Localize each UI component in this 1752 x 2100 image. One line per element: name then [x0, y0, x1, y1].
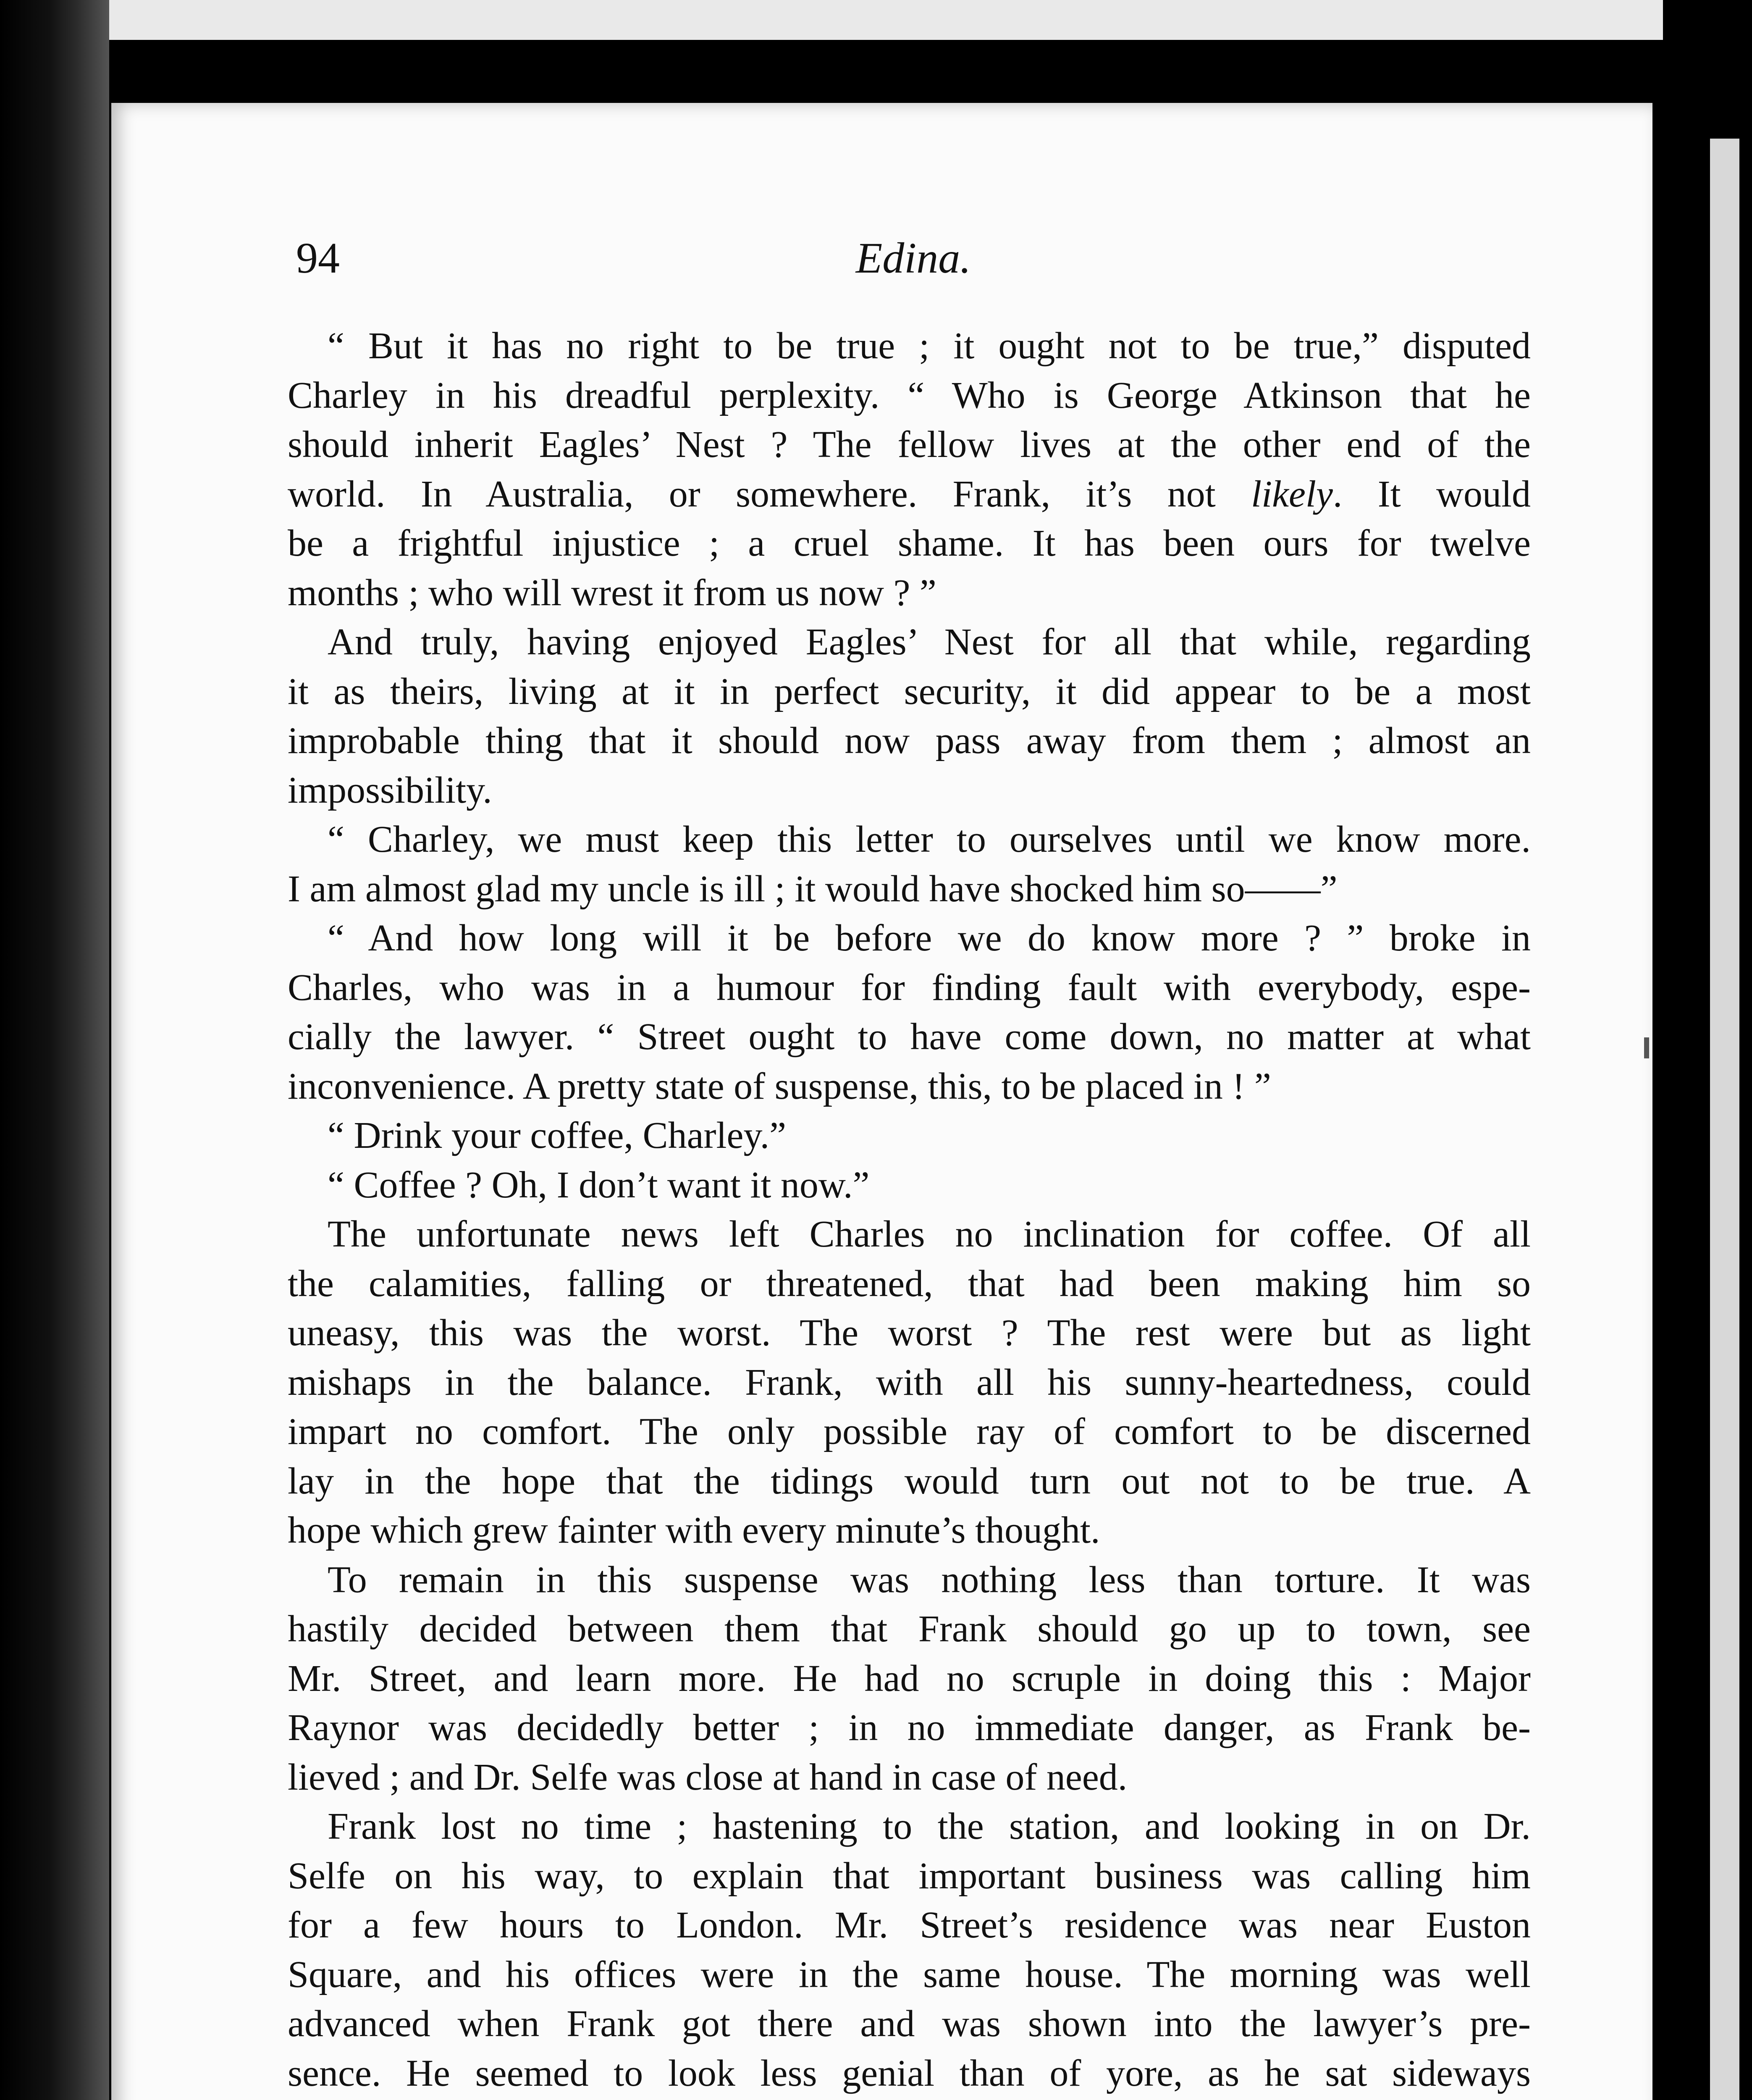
- text-line: lieved ; and Dr. Selfe was close at hand in case of need.: [288, 1756, 1128, 1798]
- body-text: [288, 321, 1531, 2100]
- scan-artifact-mark: [1644, 1037, 1649, 1058]
- previous-page-edge: [109, 0, 1663, 40]
- text-line: hastily decided between them that Frank should go up to town, see: [288, 1608, 1531, 1650]
- text-line: And truly, having enjoyed Eagles’ Nest for all that while, regarding: [328, 621, 1531, 663]
- text-line: sence. He seemed to look less genial than of yore, as he sat sideways: [288, 2052, 1531, 2094]
- text-line: Charles, who was in a humour for finding fault with everybody, espe-: [288, 966, 1531, 1008]
- text-line: To remain in this suspense was nothing less than torture. It was: [328, 1559, 1531, 1601]
- text-line: Charley in his dreadful perplexity. “ Who is George Atkinson that he: [288, 374, 1531, 416]
- text-line: cially the lawyer. “ Street ought to have come down, no matter at what: [288, 1016, 1531, 1058]
- text-line: Frank lost no time ; hastening to the station, and looking in on Dr.: [328, 1806, 1531, 1847]
- text-line: lay in the hope that the tidings would turn out not to be true. A: [288, 1460, 1531, 1502]
- text-line: hope which grew fainter with every minute’s thought.: [288, 1509, 1100, 1551]
- text-line: months ; who will wrest it from us now ? ”: [288, 572, 936, 614]
- text-line: Mr. Street, and learn more. He had no scruple in doing this : Major: [288, 1657, 1531, 1699]
- text-line: for a few hours to London. Mr. Street’s residence was near Euston: [288, 1904, 1531, 1946]
- text-line: advanced when Frank got there and was shown into the lawyer’s pre-: [288, 2003, 1531, 2045]
- text-line: should inherit Eagles’ Nest ? The fellow lives at the other end of the: [288, 424, 1531, 465]
- paragraph: [288, 914, 1531, 1111]
- next-page-edge: [1710, 139, 1739, 2100]
- text-line: Raynor was decidedly better ; in no immediate danger, as Frank be-: [288, 1707, 1531, 1748]
- paragraph: [288, 321, 1531, 617]
- text-line: “ And how long will it be before we do know more ? ” broke in: [328, 917, 1531, 959]
- running-head: Edina.: [855, 234, 971, 282]
- paragraph: [288, 1555, 1531, 1802]
- paragraph: [288, 815, 1531, 914]
- paragraph: [288, 1210, 1531, 1555]
- text-line: Selfe on his way, to explain that important business was calling him: [288, 1855, 1531, 1897]
- text-line: improbable thing that it should now pass away from them ; almost an: [288, 720, 1531, 761]
- text-line: the calamities, falling or threatened, that had been making him so: [288, 1263, 1531, 1305]
- text-line: The unfortunate news left Charles no inclination for coffee. Of all: [328, 1213, 1531, 1255]
- text-line: “ Charley, we must keep this letter to ourselves until we know more.: [328, 819, 1531, 860]
- emphasis: likely: [1251, 473, 1333, 515]
- paragraph: [288, 617, 1531, 815]
- text-line: [288, 2098, 1531, 2100]
- text-line: impart no comfort. The only possible ray of comfort to be discerned: [288, 1411, 1531, 1452]
- text-line: uneasy, this was the worst. The worst ? The rest were but as light: [288, 1312, 1531, 1354]
- book-page: [111, 103, 1652, 2100]
- text-line: it as theirs, living at it in perfect security, it did appear to be a most: [288, 670, 1531, 712]
- page-number: 94: [296, 234, 340, 282]
- text-line: Square, and his offices were in the same house. The morning was well: [288, 1953, 1531, 1995]
- book-binding: [0, 0, 109, 2100]
- paragraph: [288, 1111, 1531, 1160]
- text-line: world. In Australia, or somewhere. Frank, it’s not likely. It would: [288, 473, 1531, 515]
- text-line: “ But it has no right to be true ; it ought not to be true,” disputed: [328, 325, 1531, 367]
- text-line: I am almost glad my uncle is ill ; it would have shocked him so——”: [288, 868, 1338, 910]
- text-line: impossibility.: [288, 769, 492, 811]
- text-line: mishaps in the balance. Frank, with all his sunny-heartedness, could: [288, 1361, 1531, 1403]
- text-line: “ Drink your coffee, Charley.”: [328, 1115, 787, 1156]
- text-line: “ Coffee ? Oh, I don’t want it now.”: [328, 1164, 870, 1206]
- text-line: inconvenience. A pretty state of suspense, this, to be placed in ! ”: [288, 1065, 1271, 1107]
- page-header: [296, 233, 1531, 300]
- paragraph: [288, 1802, 1531, 2100]
- text-line: be a frightful injustice ; a cruel shame. It has been ours for twelve: [288, 522, 1531, 564]
- paragraph: [288, 1160, 1531, 1210]
